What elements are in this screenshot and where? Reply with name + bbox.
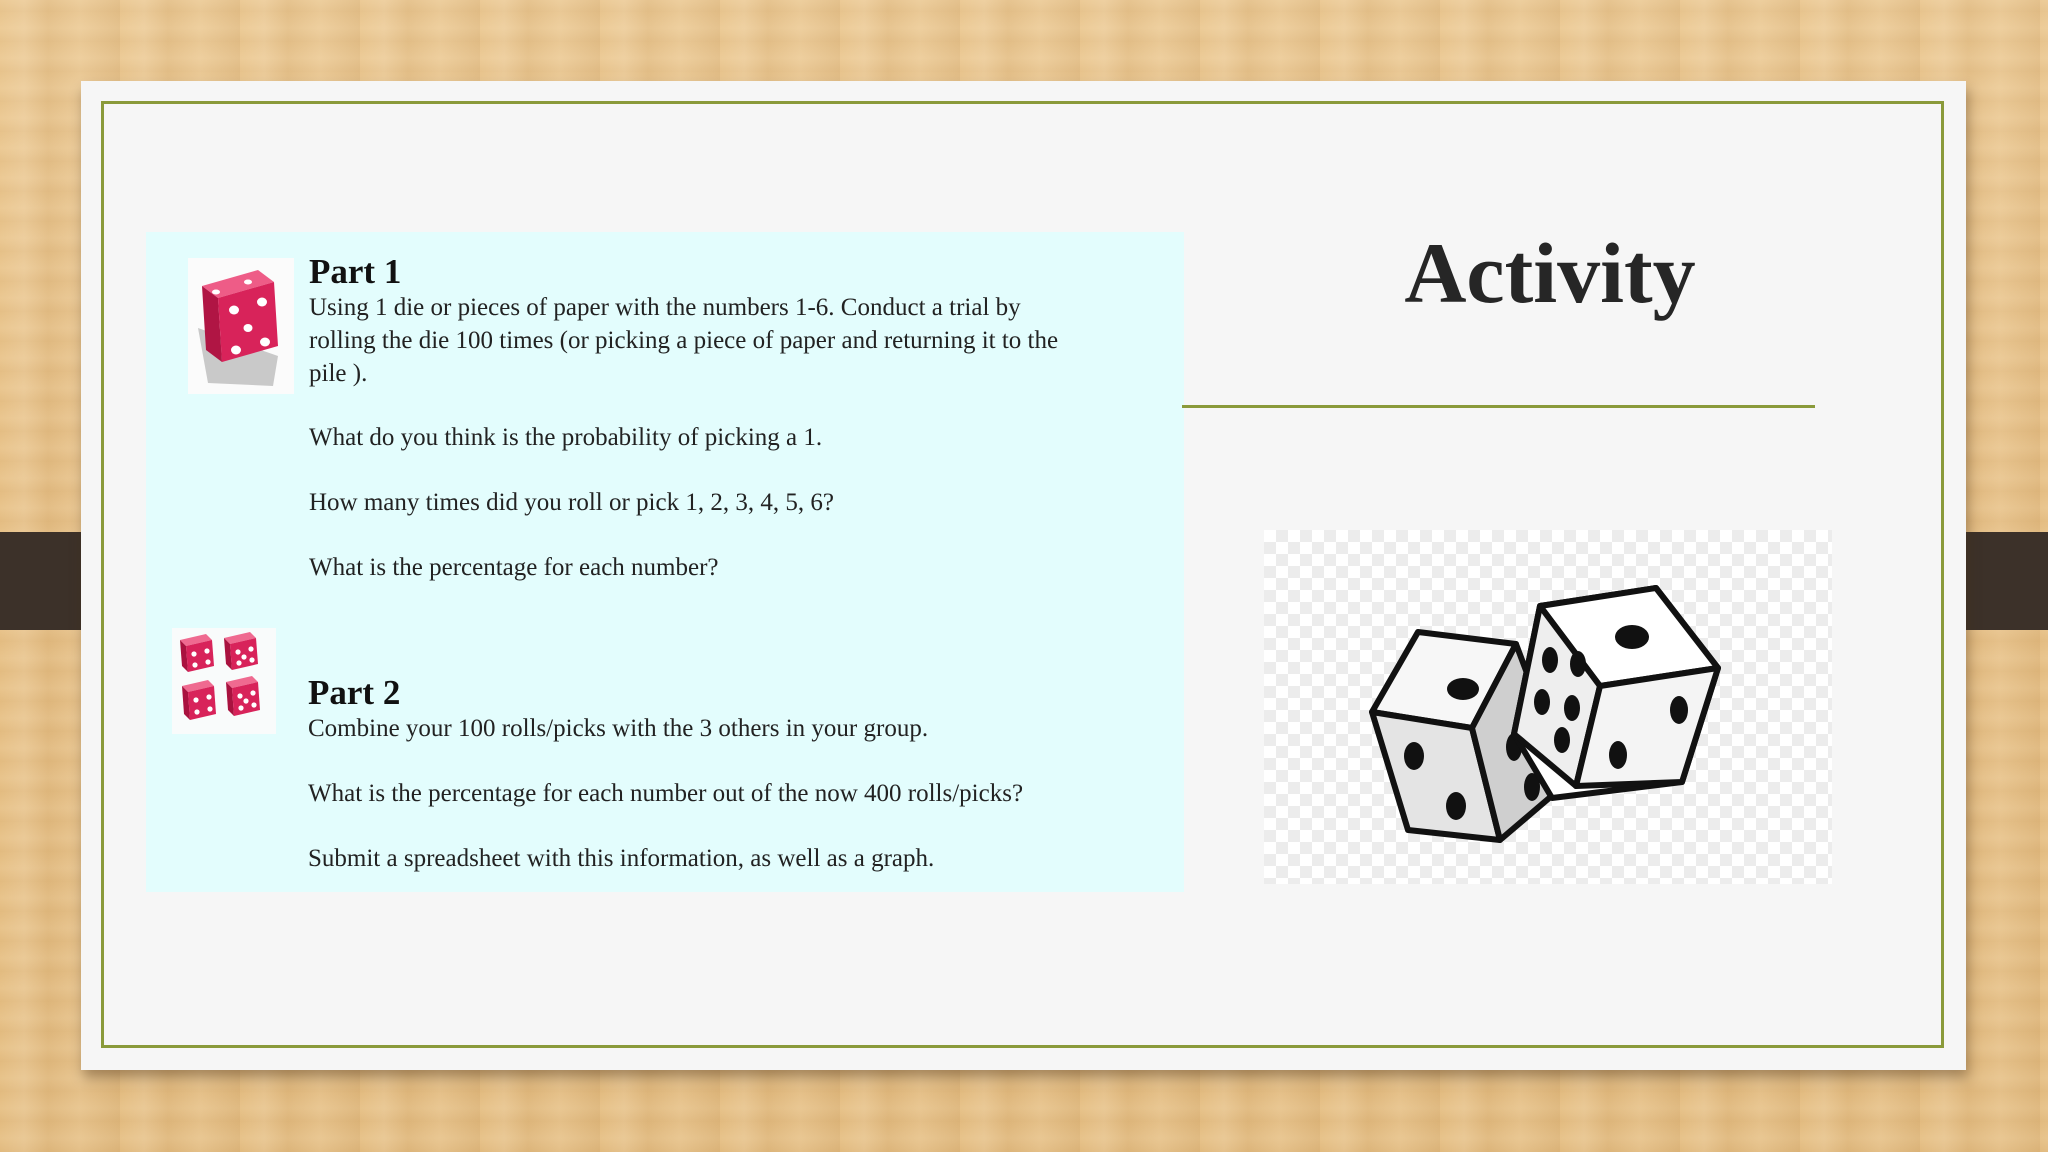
- title-underline: [1182, 405, 1815, 408]
- part1-question-roll-counts: How many times did you roll or pick 1, 2, 3, 4, 5, 6?: [309, 489, 834, 516]
- pair-of-dice-icon: [1364, 572, 1730, 854]
- slide-title: Activity: [1404, 225, 1696, 321]
- part1-question-probability: What do you think is the probability of picking a 1.: [309, 424, 823, 451]
- part1-intro: Using 1 die or pieces of paper with the numbers 1-6. Conduct a trial by rolling the die 100 times (or picking a piece of paper and returning it to the pile ).: [309, 294, 1059, 387]
- part2-question-spreadsheet: Submit a spreadsheet with this information, as well as a graph.: [308, 845, 935, 872]
- four-red-dice-icon: [172, 628, 276, 734]
- part2-intro: Combine your 100 rolls/picks with the 3 others in your group.: [308, 715, 929, 742]
- part2-question-percentage: What is the percentage for each number out of the now 400 rolls/picks?: [308, 780, 1024, 807]
- part2-heading: Part 2: [308, 673, 401, 712]
- red-die-icon: [188, 258, 294, 394]
- part1-heading: Part 1: [309, 252, 402, 291]
- part1-question-percentage: What is the percentage for each number?: [309, 554, 719, 581]
